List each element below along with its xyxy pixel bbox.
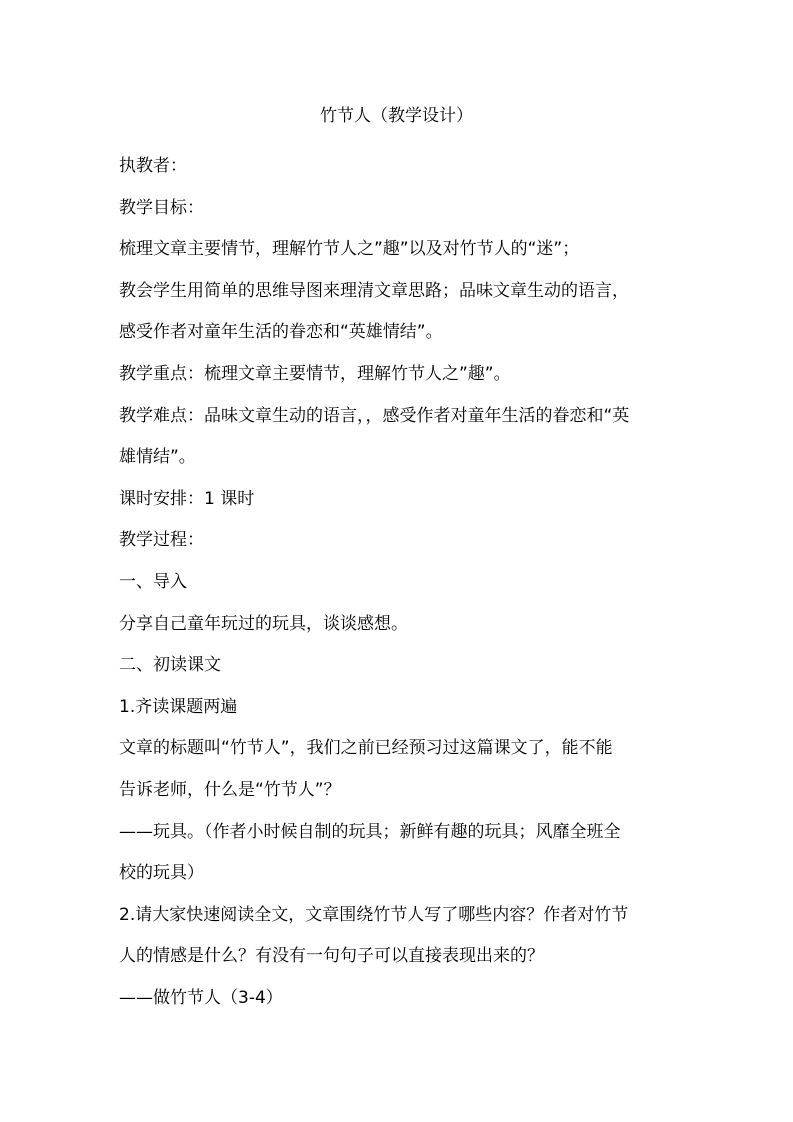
line-objectives-heading: 教学目标： <box>119 197 204 218</box>
line-key-point: 教学重点：梳理文章主要情节，理解竹节人之”趣”。 <box>119 363 511 384</box>
line-step-1-answer-cont: 校的玩具） <box>119 863 204 884</box>
line-step-1-answer: ——玩具。（作者小时候自制的玩具；新鲜有趣的玩具；风靡全班全 <box>119 821 621 842</box>
line-section-1: 一、导入 <box>119 571 187 592</box>
line-difficulty: 教学难点：品味文章生动的语言，，感受作者对童年生活的眷恋和“英 <box>119 405 630 426</box>
line-step-2-cont: 人的情感是什么？有没有一句句子可以直接表现出来的？ <box>119 946 544 967</box>
line-process-heading: 教学过程： <box>119 530 204 551</box>
line-section-2: 二、初读课文 <box>119 655 221 676</box>
line-objective-2-cont: 感受作者对童年生活的眷恋和“英雄情结”。 <box>119 322 443 343</box>
document-body <box>119 146 679 1019</box>
line-step-1-question: 文章的标题叫“竹节人”，我们之前已经预习过这篇课文了，能不能 <box>119 738 613 759</box>
line-step-1-question-cont: 告诉老师，什么是“竹节人”？ <box>119 779 341 800</box>
line-objective-1: 梳理文章主要情节，理解竹节人之”趣”以及对竹节人的“迷”； <box>119 239 580 260</box>
line-step-2-answer: ——做竹节人（3-4） <box>119 987 283 1008</box>
line-objective-2: 教会学生用简单的思维导图来理清文章思路；品味文章生动的语言， <box>119 280 629 301</box>
line-step-1: 1.齐读课题两遍 <box>119 696 238 717</box>
document-title: 竹节人（教学设计） <box>320 106 473 126</box>
line-difficulty-cont: 雄情结”。 <box>119 447 196 468</box>
line-schedule: 课时安排：1 课时 <box>119 488 255 509</box>
line-section-1-text: 分享自己童年玩过的玩具，谈谈感想。 <box>119 613 408 634</box>
line-instructor: 执教者： <box>119 156 187 176</box>
line-step-2: 2.请大家快速阅读全文，文章围绕竹节人写了哪些内容？作者对竹节 <box>119 904 629 925</box>
